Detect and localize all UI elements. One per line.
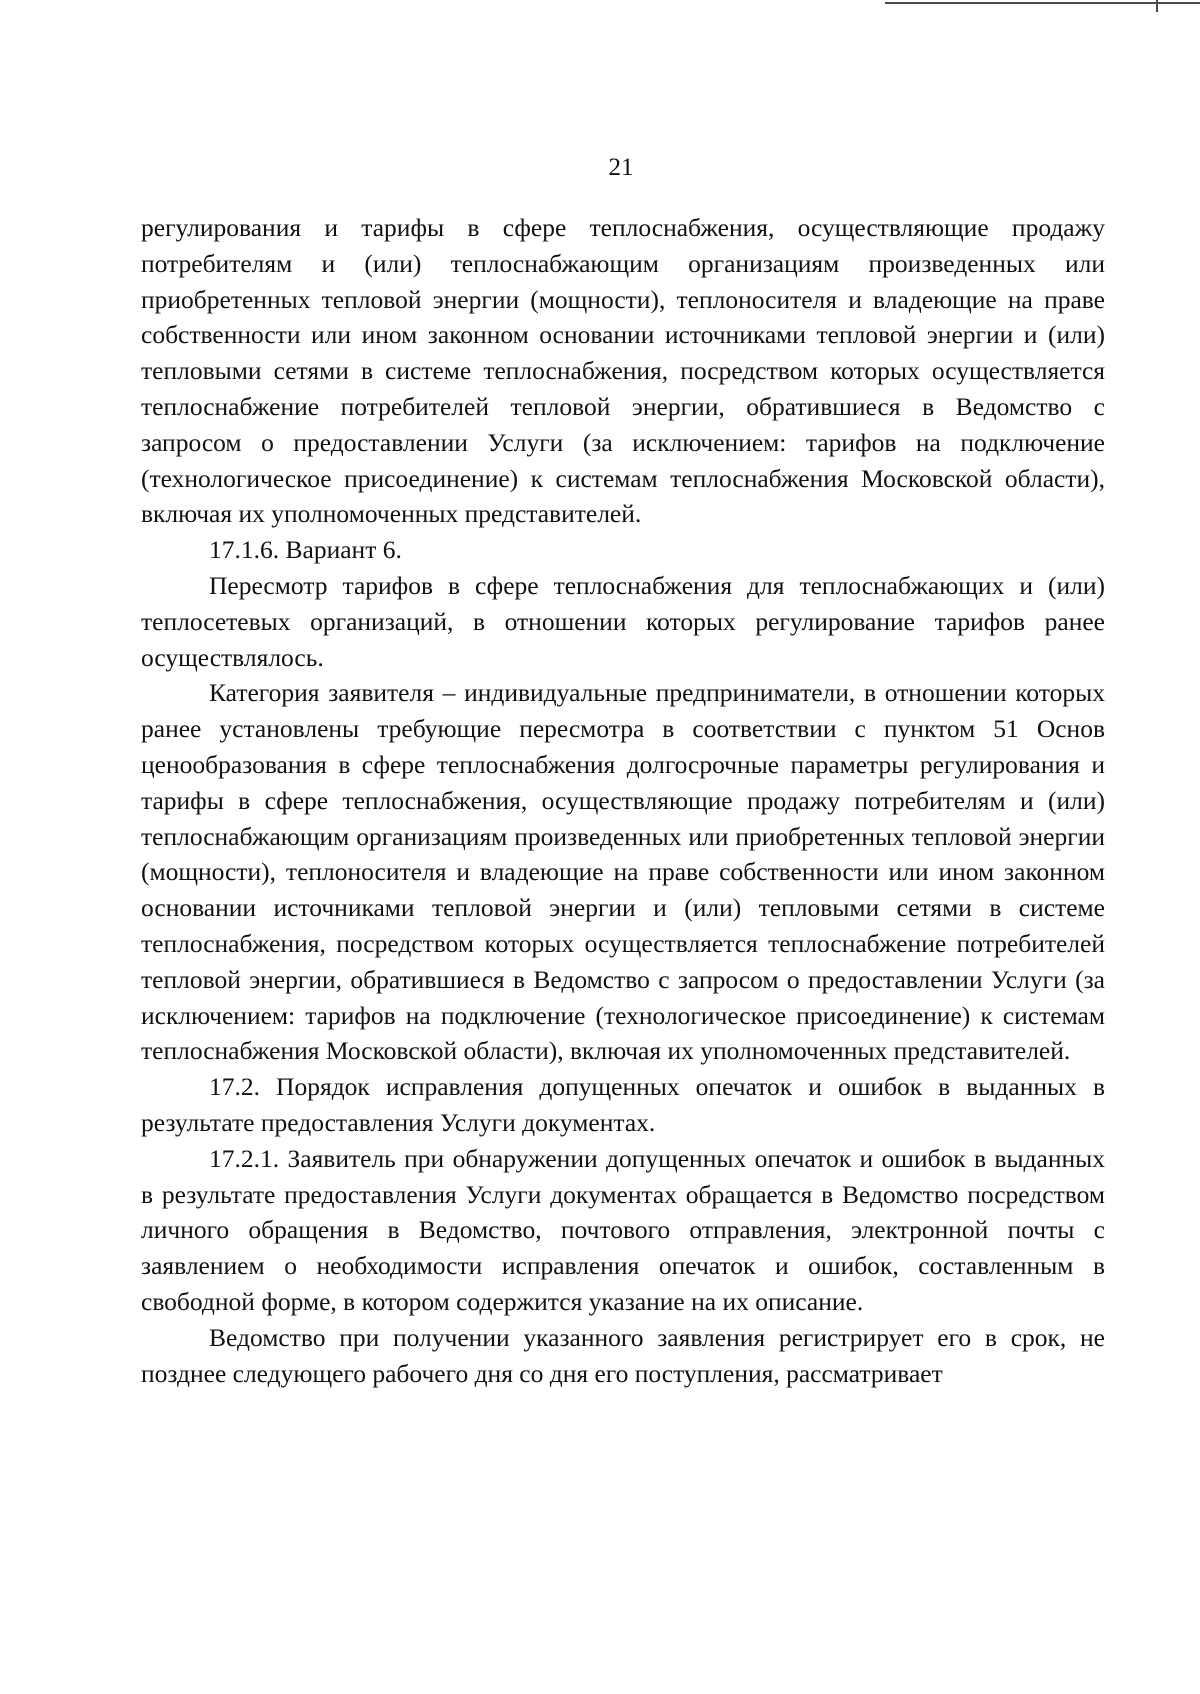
paragraph-section-heading: 17.2. Порядок исправления допущенных опечаток и ошибок в выданных в результате предоставления Услуги документах. xyxy=(141,1072,1105,1137)
scan-edge-line xyxy=(885,2,1200,4)
paragraph-applicant-category: Категория заявителя – индивидуальные предприниматели, в отношении которых ранее установлены требующие пересмотра в соответствии с пунктом 51 Основ ценообразования в сфере теплоснабжения долгосрочные параметры регулирования и тарифы в сфере теплоснабжения, осуществляющие продажу потребителям и (или) теплоснабжающим организациям произведенных или приобретенных тепловой энергии (мощности), теплоносителя и владеющие на праве собственности или ином законном основании источниками тепловой энергии и (или) тепловыми сетями в системе теплоснабжения, посредством которых осуществляется теплоснабжение потребителей тепловой энергии, обратившиеся в Ведомство с запросом о предоставлении Услуги (за исключением: тарифов на подключение (технологическое присоединение) к системам теплоснабжения Московской области), включая их уполномоченных представителей. xyxy=(141,678,1105,1066)
paragraph-variant-heading: 17.1.6. Вариант 6. xyxy=(209,535,402,565)
paragraph-agency-procedure: Ведомство при получении указанного заявления регистрирует его в срок, не позднее следующего рабочего дня со дня его поступления, рассматривает xyxy=(141,1322,1105,1388)
document-body xyxy=(141,210,1105,1391)
paragraph-continuation: регулирования и тарифы в сфере теплоснабжения, осуществляющие продажу потребителям и (или) теплоснабжающим организациям произведенных или приобретенных тепловой энергии (мощности), теплоносителя и владеющие на праве собственности или ином законном основании источниками тепловой энергии и (или) тепловыми сетями в системе теплоснабжения, посредством которых осуществляется теплоснабжение потребителей тепловой энергии, обратившиеся в Ведомство с запросом о предоставлении Услуги (за исключением: тарифов на подключение (технологическое присоединение) к системам теплоснабжения Московской области), включая их уполномоченных представителей. xyxy=(141,213,1105,529)
page-number: 21 xyxy=(608,154,634,181)
scan-edge-tick xyxy=(1156,0,1158,12)
paragraph-applicant-procedure: 17.2.1. Заявитель при обнаружении допущенных опечаток и ошибок в выданных в результате предоставления Услуги документах обращается в Ведомство посредством личного обращения в Ведомство, почтового отправления, электронной почты с заявлением о необходимости исправления опечаток и ошибок, составленным в свободной форме, в котором содержится указание на их описание. xyxy=(141,1143,1105,1316)
paragraph-variant-description: Пересмотр тарифов в сфере теплоснабжения для теплоснабжающих и (или) теплосетевых организаций, в отношении которых регулирование тарифов ранее осуществлялось. xyxy=(141,570,1105,672)
